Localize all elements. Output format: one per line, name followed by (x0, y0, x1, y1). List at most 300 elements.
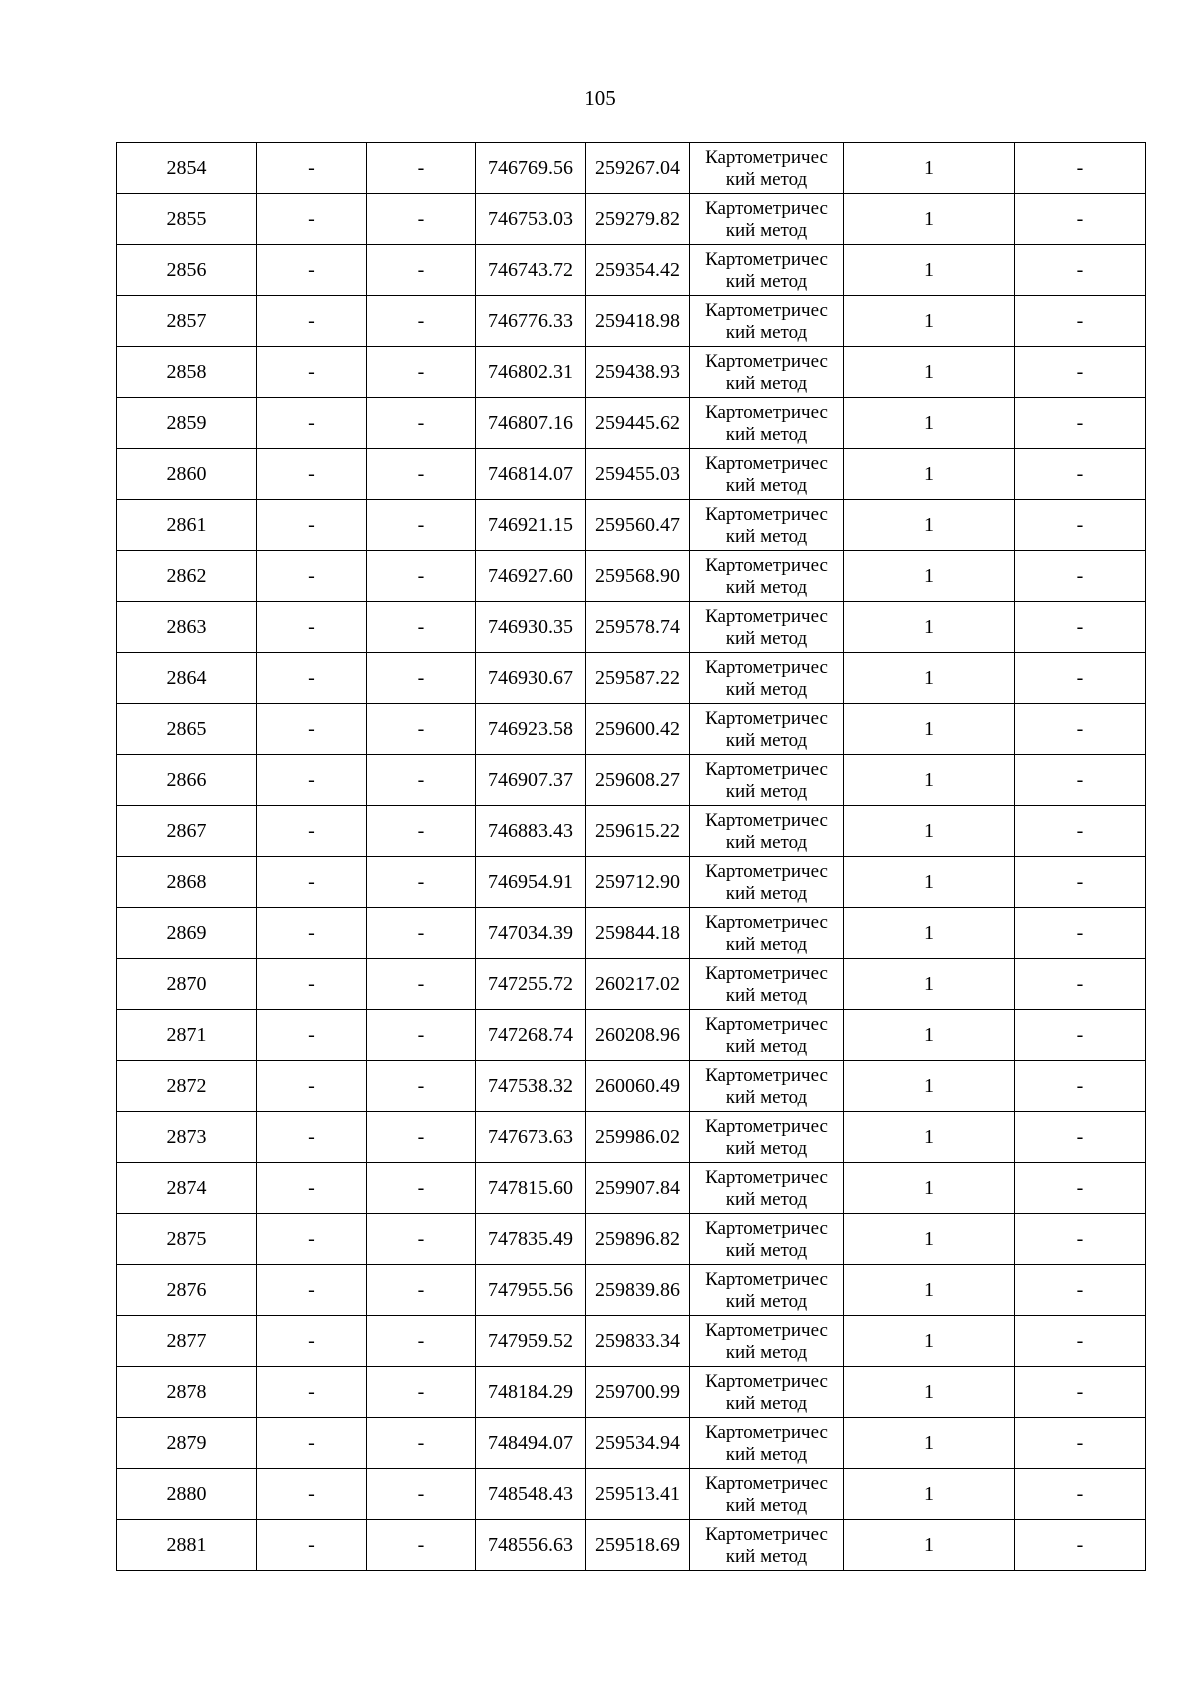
cell-point-number: 2878 (117, 1367, 257, 1418)
method-line-2: кий метод (725, 934, 808, 955)
cell-method (690, 398, 844, 449)
table-row (117, 908, 1146, 959)
cell-col2: - (257, 1061, 367, 1112)
cell-col7: 1 (844, 1010, 1015, 1061)
cell-col3: - (367, 143, 476, 194)
cell-method (690, 194, 844, 245)
method-line-1: Картометричес (705, 249, 828, 270)
cell-y-coordinate: 259844.18 (586, 908, 690, 959)
cell-col3: - (367, 1520, 476, 1571)
cell-method (690, 245, 844, 296)
cell-x-coordinate: 746923.58 (476, 704, 586, 755)
cell-point-number: 2860 (117, 449, 257, 500)
cell-col2: - (257, 398, 367, 449)
cell-col8: - (1015, 1163, 1146, 1214)
method-line-1: Картометричес (705, 657, 828, 678)
cell-y-coordinate: 259568.90 (586, 551, 690, 602)
cell-y-coordinate: 259578.74 (586, 602, 690, 653)
cell-method (690, 143, 844, 194)
table-row (117, 653, 1146, 704)
table-row (117, 1520, 1146, 1571)
cell-y-coordinate: 259534.94 (586, 1418, 690, 1469)
cell-col8: - (1015, 653, 1146, 704)
cell-col2: - (257, 500, 367, 551)
cell-col2: - (257, 245, 367, 296)
cell-col3: - (367, 1367, 476, 1418)
cell-col3: - (367, 806, 476, 857)
cell-x-coordinate: 747538.32 (476, 1061, 586, 1112)
cell-x-coordinate: 747268.74 (476, 1010, 586, 1061)
cell-point-number: 2859 (117, 398, 257, 449)
cell-method (690, 296, 844, 347)
cell-col8: - (1015, 1112, 1146, 1163)
table-row (117, 1061, 1146, 1112)
cell-y-coordinate: 259712.90 (586, 857, 690, 908)
cell-y-coordinate: 259279.82 (586, 194, 690, 245)
cell-col3: - (367, 1469, 476, 1520)
cell-y-coordinate: 259560.47 (586, 500, 690, 551)
cell-x-coordinate: 746930.35 (476, 602, 586, 653)
cell-col2: - (257, 143, 367, 194)
cell-col3: - (367, 1163, 476, 1214)
table-row (117, 755, 1146, 806)
method-line-2: кий метод (725, 679, 808, 700)
cell-point-number: 2871 (117, 1010, 257, 1061)
cell-col7: 1 (844, 908, 1015, 959)
table-row (117, 347, 1146, 398)
cell-col2: - (257, 1163, 367, 1214)
cell-y-coordinate: 259608.27 (586, 755, 690, 806)
cell-method (690, 806, 844, 857)
cell-point-number: 2872 (117, 1061, 257, 1112)
cell-point-number: 2865 (117, 704, 257, 755)
method-line-2: кий метод (725, 577, 808, 598)
method-line-1: Картометричес (705, 198, 828, 219)
cell-point-number: 2862 (117, 551, 257, 602)
cell-col3: - (367, 1316, 476, 1367)
cell-x-coordinate: 747034.39 (476, 908, 586, 959)
method-line-1: Картометричес (705, 1218, 828, 1239)
method-line-1: Картометричес (705, 504, 828, 525)
cell-method (690, 908, 844, 959)
cell-col3: - (367, 347, 476, 398)
cell-col8: - (1015, 602, 1146, 653)
cell-col2: - (257, 1010, 367, 1061)
cell-col3: - (367, 1010, 476, 1061)
cell-x-coordinate: 746814.07 (476, 449, 586, 500)
cell-col7: 1 (844, 347, 1015, 398)
table-row (117, 1418, 1146, 1469)
cell-col8: - (1015, 704, 1146, 755)
cell-col8: - (1015, 1418, 1146, 1469)
cell-col2: - (257, 908, 367, 959)
cell-col7: 1 (844, 1112, 1015, 1163)
method-line-2: кий метод (725, 1291, 808, 1312)
cell-x-coordinate: 746927.60 (476, 551, 586, 602)
cell-y-coordinate: 259839.86 (586, 1265, 690, 1316)
cell-method (690, 1316, 844, 1367)
table-row (117, 296, 1146, 347)
method-line-1: Картометричес (705, 606, 828, 627)
cell-x-coordinate: 746807.16 (476, 398, 586, 449)
cell-col2: - (257, 1520, 367, 1571)
cell-y-coordinate: 259267.04 (586, 143, 690, 194)
cell-col8: - (1015, 1367, 1146, 1418)
cell-x-coordinate: 746753.03 (476, 194, 586, 245)
cell-x-coordinate: 747959.52 (476, 1316, 586, 1367)
cell-point-number: 2854 (117, 143, 257, 194)
cell-col8: - (1015, 245, 1146, 296)
cell-col3: - (367, 1061, 476, 1112)
cell-y-coordinate: 259986.02 (586, 1112, 690, 1163)
cell-point-number: 2866 (117, 755, 257, 806)
method-line-2: кий метод (725, 169, 808, 190)
table-row (117, 449, 1146, 500)
cell-x-coordinate: 748494.07 (476, 1418, 586, 1469)
cell-point-number: 2857 (117, 296, 257, 347)
cell-method (690, 704, 844, 755)
method-line-1: Картометричес (705, 861, 828, 882)
cell-method (690, 755, 844, 806)
cell-x-coordinate: 746776.33 (476, 296, 586, 347)
cell-x-coordinate: 746883.43 (476, 806, 586, 857)
cell-col3: - (367, 245, 476, 296)
cell-method (690, 551, 844, 602)
cell-x-coordinate: 747835.49 (476, 1214, 586, 1265)
cell-col2: - (257, 296, 367, 347)
cell-method (690, 347, 844, 398)
cell-method (690, 857, 844, 908)
cell-point-number: 2875 (117, 1214, 257, 1265)
cell-point-number: 2855 (117, 194, 257, 245)
cell-x-coordinate: 747815.60 (476, 1163, 586, 1214)
cell-point-number: 2870 (117, 959, 257, 1010)
method-line-1: Картометричес (705, 300, 828, 321)
cell-col2: - (257, 959, 367, 1010)
cell-col8: - (1015, 806, 1146, 857)
cell-col3: - (367, 857, 476, 908)
cell-col3: - (367, 500, 476, 551)
cell-y-coordinate: 259513.41 (586, 1469, 690, 1520)
method-line-2: кий метод (725, 271, 808, 292)
cell-col8: - (1015, 1214, 1146, 1265)
cell-y-coordinate: 259615.22 (586, 806, 690, 857)
cell-col8: - (1015, 449, 1146, 500)
cell-y-coordinate: 260217.02 (586, 959, 690, 1010)
cell-point-number: 2877 (117, 1316, 257, 1367)
cell-col3: - (367, 1112, 476, 1163)
cell-col8: - (1015, 296, 1146, 347)
cell-col3: - (367, 194, 476, 245)
method-line-1: Картометричес (705, 1167, 828, 1188)
cell-y-coordinate: 259438.93 (586, 347, 690, 398)
cell-col7: 1 (844, 500, 1015, 551)
cell-col2: - (257, 449, 367, 500)
cell-x-coordinate: 748184.29 (476, 1367, 586, 1418)
cell-point-number: 2863 (117, 602, 257, 653)
cell-col3: - (367, 1418, 476, 1469)
cell-method (690, 1010, 844, 1061)
cell-method (690, 653, 844, 704)
cell-col7: 1 (844, 143, 1015, 194)
cell-point-number: 2868 (117, 857, 257, 908)
page-number: 105 (584, 86, 616, 110)
cell-point-number: 2873 (117, 1112, 257, 1163)
cell-col7: 1 (844, 602, 1015, 653)
cell-col3: - (367, 959, 476, 1010)
method-line-2: кий метод (725, 730, 808, 751)
method-line-1: Картометричес (705, 147, 828, 168)
cell-col8: - (1015, 908, 1146, 959)
table-row (117, 1265, 1146, 1316)
cell-y-coordinate: 259896.82 (586, 1214, 690, 1265)
method-line-1: Картометричес (705, 810, 828, 831)
cell-col8: - (1015, 857, 1146, 908)
table-row (117, 398, 1146, 449)
cell-col8: - (1015, 347, 1146, 398)
cell-method (690, 959, 844, 1010)
table-row (117, 500, 1146, 551)
cell-method (690, 1418, 844, 1469)
method-line-2: кий метод (725, 1495, 808, 1516)
method-line-1: Картометричес (705, 912, 828, 933)
table-row (117, 704, 1146, 755)
method-line-2: кий метод (725, 526, 808, 547)
cell-x-coordinate: 746769.56 (476, 143, 586, 194)
cell-col3: - (367, 1214, 476, 1265)
cell-point-number: 2861 (117, 500, 257, 551)
method-line-2: кий метод (725, 1393, 808, 1414)
cell-col7: 1 (844, 1265, 1015, 1316)
method-line-2: кий метод (725, 1189, 808, 1210)
method-line-2: кий метод (725, 1036, 808, 1057)
cell-col7: 1 (844, 194, 1015, 245)
cell-point-number: 2876 (117, 1265, 257, 1316)
table-row (117, 1367, 1146, 1418)
method-line-2: кий метод (725, 781, 808, 802)
method-line-1: Картометричес (705, 1422, 828, 1443)
cell-method (690, 1520, 844, 1571)
cell-method (690, 1265, 844, 1316)
cell-point-number: 2867 (117, 806, 257, 857)
cell-col7: 1 (844, 1061, 1015, 1112)
table-row (117, 1214, 1146, 1265)
cell-col2: - (257, 806, 367, 857)
method-line-2: кий метод (725, 628, 808, 649)
method-line-2: кий метод (725, 1444, 808, 1465)
cell-y-coordinate: 259455.03 (586, 449, 690, 500)
table-row (117, 1163, 1146, 1214)
cell-col3: - (367, 653, 476, 704)
cell-col7: 1 (844, 1469, 1015, 1520)
method-line-1: Картометричес (705, 453, 828, 474)
cell-x-coordinate: 748548.43 (476, 1469, 586, 1520)
cell-y-coordinate: 259354.42 (586, 245, 690, 296)
table-row (117, 602, 1146, 653)
cell-col2: - (257, 653, 367, 704)
cell-col2: - (257, 347, 367, 398)
table-row (117, 143, 1146, 194)
cell-col2: - (257, 194, 367, 245)
cell-col8: - (1015, 500, 1146, 551)
cell-y-coordinate: 259833.34 (586, 1316, 690, 1367)
cell-method (690, 1469, 844, 1520)
cell-col3: - (367, 449, 476, 500)
cell-point-number: 2881 (117, 1520, 257, 1571)
table-row (117, 1469, 1146, 1520)
cell-point-number: 2874 (117, 1163, 257, 1214)
cell-col7: 1 (844, 1163, 1015, 1214)
coordinates-table (116, 142, 1146, 1571)
method-line-1: Картометричес (705, 1269, 828, 1290)
cell-col7: 1 (844, 959, 1015, 1010)
cell-col8: - (1015, 959, 1146, 1010)
table-row (117, 1010, 1146, 1061)
cell-col2: - (257, 602, 367, 653)
cell-point-number: 2869 (117, 908, 257, 959)
cell-col7: 1 (844, 755, 1015, 806)
cell-method (690, 1163, 844, 1214)
table-row (117, 245, 1146, 296)
cell-col2: - (257, 857, 367, 908)
table-row (117, 194, 1146, 245)
cell-method (690, 1214, 844, 1265)
table-row (117, 959, 1146, 1010)
cell-col2: - (257, 1265, 367, 1316)
cell-y-coordinate: 260208.96 (586, 1010, 690, 1061)
method-line-1: Картометричес (705, 1473, 828, 1494)
cell-col8: - (1015, 1469, 1146, 1520)
cell-col8: - (1015, 1520, 1146, 1571)
cell-point-number: 2864 (117, 653, 257, 704)
method-line-2: кий метод (725, 1342, 808, 1363)
cell-col3: - (367, 755, 476, 806)
cell-y-coordinate: 259518.69 (586, 1520, 690, 1571)
cell-col2: - (257, 1469, 367, 1520)
cell-col8: - (1015, 1010, 1146, 1061)
method-line-2: кий метод (725, 322, 808, 343)
method-line-2: кий метод (725, 883, 808, 904)
method-line-1: Картометричес (705, 1320, 828, 1341)
cell-method (690, 500, 844, 551)
cell-y-coordinate: 259700.99 (586, 1367, 690, 1418)
cell-col7: 1 (844, 398, 1015, 449)
cell-y-coordinate: 259907.84 (586, 1163, 690, 1214)
cell-x-coordinate: 746802.31 (476, 347, 586, 398)
table-row (117, 806, 1146, 857)
cell-col7: 1 (844, 449, 1015, 500)
cell-col3: - (367, 551, 476, 602)
method-line-1: Картометричес (705, 963, 828, 984)
cell-point-number: 2880 (117, 1469, 257, 1520)
cell-col8: - (1015, 194, 1146, 245)
cell-col7: 1 (844, 806, 1015, 857)
method-line-2: кий метод (725, 373, 808, 394)
cell-col2: - (257, 755, 367, 806)
cell-col8: - (1015, 755, 1146, 806)
cell-col3: - (367, 704, 476, 755)
cell-col2: - (257, 1214, 367, 1265)
cell-x-coordinate: 747673.63 (476, 1112, 586, 1163)
cell-method (690, 1367, 844, 1418)
cell-col3: - (367, 398, 476, 449)
cell-col7: 1 (844, 1316, 1015, 1367)
cell-col2: - (257, 1418, 367, 1469)
cell-point-number: 2856 (117, 245, 257, 296)
method-line-2: кий метод (725, 424, 808, 445)
method-line-2: кий метод (725, 475, 808, 496)
cell-y-coordinate: 259418.98 (586, 296, 690, 347)
method-line-1: Картометричес (705, 1371, 828, 1392)
cell-col2: - (257, 1112, 367, 1163)
method-line-2: кий метод (725, 832, 808, 853)
cell-y-coordinate: 259445.62 (586, 398, 690, 449)
method-line-2: кий метод (725, 1138, 808, 1159)
method-line-1: Картометричес (705, 759, 828, 780)
table-row (117, 857, 1146, 908)
method-line-1: Картометричес (705, 1524, 828, 1545)
method-line-1: Картометричес (705, 1116, 828, 1137)
method-line-1: Картометричес (705, 1014, 828, 1035)
cell-col7: 1 (844, 1520, 1015, 1571)
cell-x-coordinate: 747955.56 (476, 1265, 586, 1316)
table-row (117, 1316, 1146, 1367)
cell-col8: - (1015, 1265, 1146, 1316)
method-line-2: кий метод (725, 1087, 808, 1108)
method-line-2: кий метод (725, 220, 808, 241)
method-line-2: кий метод (725, 985, 808, 1006)
cell-col2: - (257, 1316, 367, 1367)
table-body (117, 143, 1146, 1571)
cell-col3: - (367, 908, 476, 959)
cell-y-coordinate: 259587.22 (586, 653, 690, 704)
method-line-2: кий метод (725, 1546, 808, 1567)
table-row (117, 1112, 1146, 1163)
cell-point-number: 2879 (117, 1418, 257, 1469)
method-line-1: Картометричес (705, 1065, 828, 1086)
cell-x-coordinate: 746921.15 (476, 500, 586, 551)
table-row (117, 551, 1146, 602)
cell-col2: - (257, 1367, 367, 1418)
cell-y-coordinate: 259600.42 (586, 704, 690, 755)
cell-col7: 1 (844, 245, 1015, 296)
cell-x-coordinate: 747255.72 (476, 959, 586, 1010)
cell-col7: 1 (844, 1214, 1015, 1265)
cell-x-coordinate: 746907.37 (476, 755, 586, 806)
method-line-2: кий метод (725, 1240, 808, 1261)
cell-col7: 1 (844, 296, 1015, 347)
cell-col2: - (257, 704, 367, 755)
cell-y-coordinate: 260060.49 (586, 1061, 690, 1112)
cell-col7: 1 (844, 1367, 1015, 1418)
method-line-1: Картометричес (705, 402, 828, 423)
cell-col8: - (1015, 1061, 1146, 1112)
cell-col3: - (367, 296, 476, 347)
cell-col7: 1 (844, 653, 1015, 704)
cell-col7: 1 (844, 1418, 1015, 1469)
cell-col8: - (1015, 143, 1146, 194)
cell-col7: 1 (844, 704, 1015, 755)
cell-col3: - (367, 1265, 476, 1316)
method-line-1: Картометричес (705, 708, 828, 729)
cell-method (690, 449, 844, 500)
cell-col3: - (367, 602, 476, 653)
cell-method (690, 1061, 844, 1112)
cell-col8: - (1015, 1316, 1146, 1367)
cell-point-number: 2858 (117, 347, 257, 398)
cell-x-coordinate: 746930.67 (476, 653, 586, 704)
cell-col7: 1 (844, 857, 1015, 908)
